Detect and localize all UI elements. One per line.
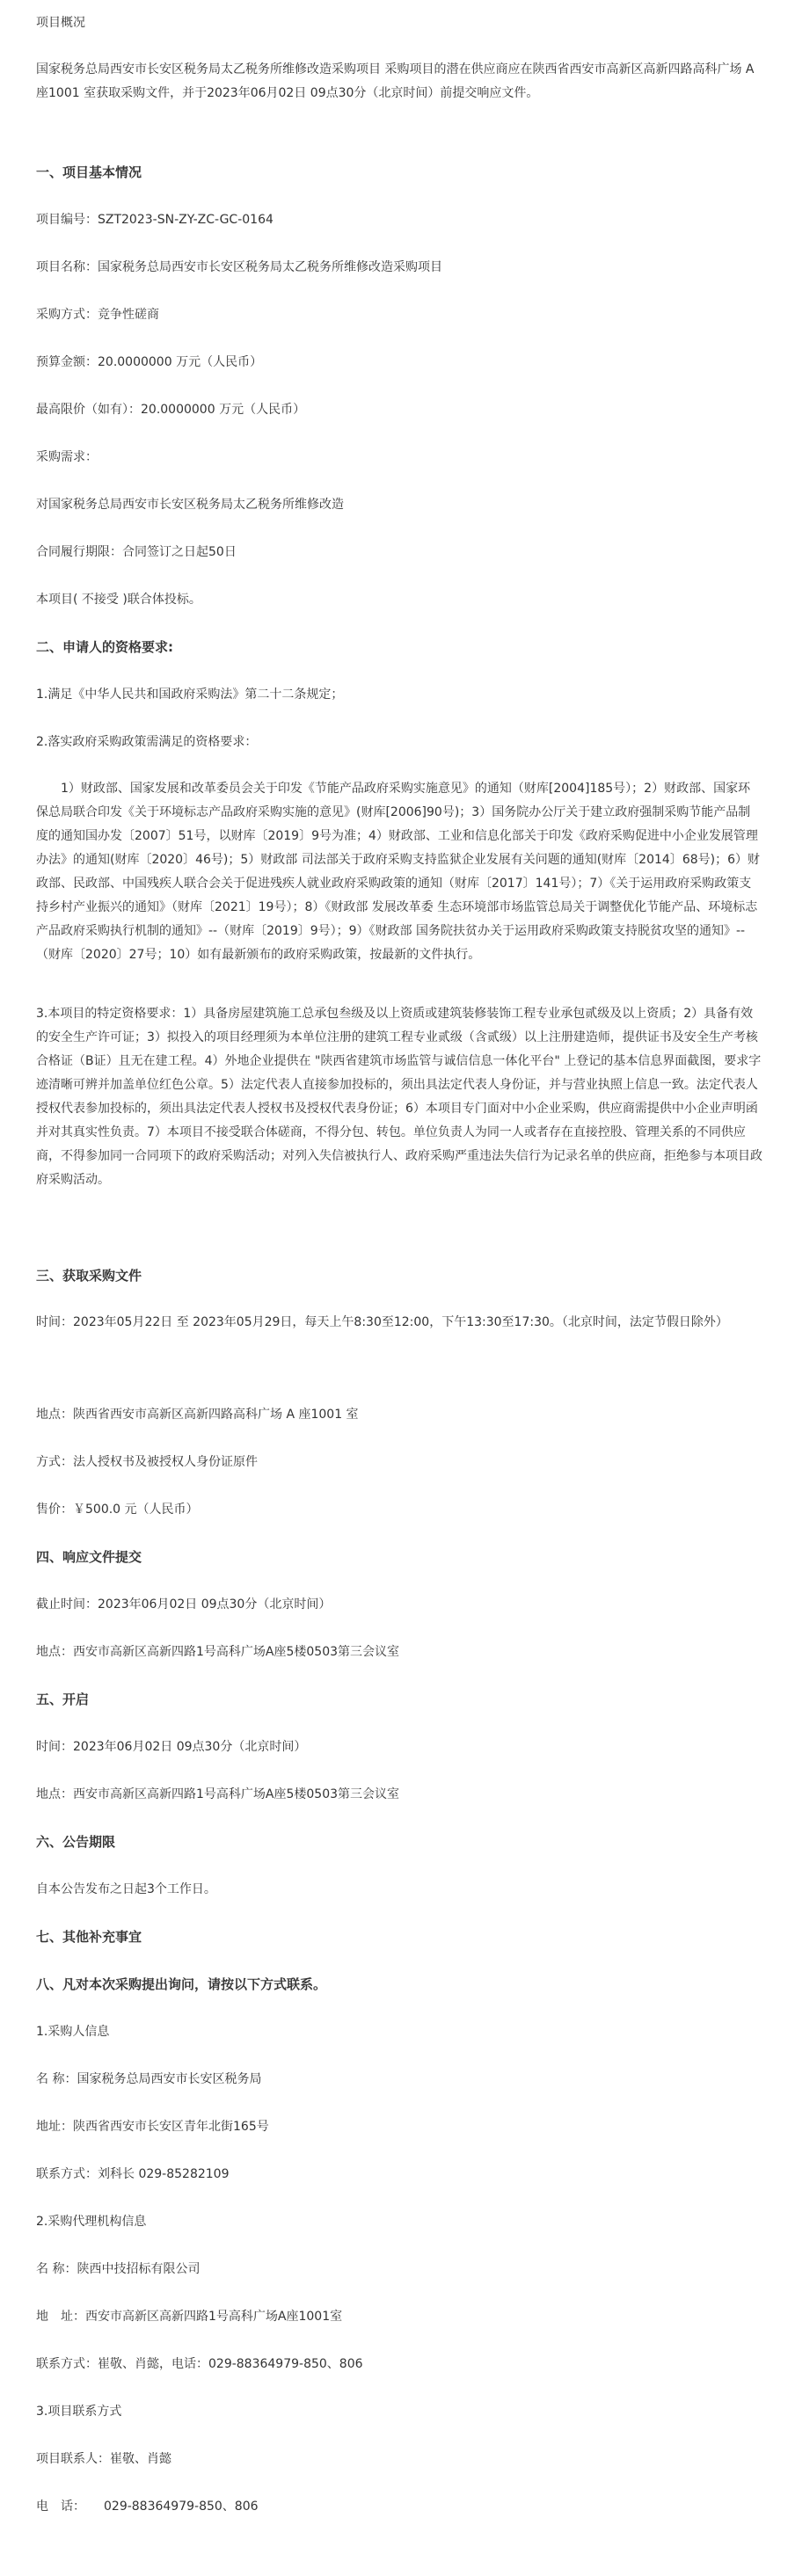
obtain-place: 地点：陕西省西安市高新区高新四路高科广场 A 座1001 室 [36,1408,359,1422]
budget-amount: 预算金额：20.0000000 万元（人民币） [36,355,263,369]
buyer-info-title: 1.采购人信息 [36,2025,110,2039]
submission-place: 地点：西安市高新区高新四路1号高科广场A座5楼0503第三会议室 [36,1645,400,1659]
section-7-heading: 七、其他补充事宜 [36,1929,142,1945]
obtain-time: 时间：2023年05月22日 至 2023年05月29日，每天上午8:30至12:00，下午13:30至17:30。（北京时间，法定节假日除外） [36,1315,728,1329]
requirement-1: 1.满足《中华人民共和国政府采购法》第二十二条规定； [36,688,344,702]
opening-time: 时间：2023年06月02日 09点30分（北京时间） [36,1740,307,1754]
announcement-period: 自本公告发布之日起3个工作日。 [36,1882,216,1896]
requirement-3: 3.本项目的特定资格要求：1）具备房屋建筑施工总承包叁级及以上资质或建筑装修装饰工程专业承包贰级及以上资质；2）具备有效的安全生产许可证；3）拟投入的项目经理须为本单位注册的建筑工程专业贰级（含贰级）以上注册建造师，提供证书及安全生产考核合格证（B证）且无在建工程。4）外地企业提供在 "陕西省建筑市场监管与诚信信息一体化平台" 上登记的基本信息界面截图，要求字迹清晰可辨并加盖单位红色公章。5）法定代表人直接参加投标的，须出具法定代表人身份证，并与营业执照上信息一致。法定代表人授权代表参加投标的，须出具法定代表人授权书及授权代表身份证；6）本项目专门面对中小企业采购，供应商需提供中小企业声明函并对其真实性负责。7）本项目不接受联合体磋商，不得分包、转包。单位负责人为同一人或者存在直接控股、管理关系的不同供应商，不得参加同一合同项下的政府采购活动；对列入失信被执行人、政府采购严重违法失信行为记录名单的供应商，拒绝参与本项目政府采购活动。 [36,1007,762,1187]
buyer-name: 名 称：国家税务总局西安市长安区税务局 [36,2072,262,2086]
requirement-2-detail: 1）财政部、国家发展和改革委员会关于印发《节能产品政府采购实施意见》的通知（财库[2004]185号）；2）财政部、国家环保总局联合印发《关于环境标志产品政府采购实施的意见》(财库[2006]90号)；3）国务院办公厅关于建立政府强制采购节能产品制度的通知国办发〔2007〕51号，以财库〔2019〕9号为准；4）财政部、工业和信息化部关于印发《政府采购促进中小企业发展管理办法》的通知(财库〔2020〕46号)；5）财政部 司法部关于政府采购支持监狱企业发展有关问题的通知(财库〔2014〕68号)；6）财政部、民政部、中国残疾人联合会关于促进残疾人就业政府采购政策的通知（财库〔2017〕141号）；7）《关于运用政府采购政策支持乡村产业振兴的通知》（财库〔2021〕19号）；8）《财政部 发展改革委 生态环境部市场监管总局关于调整优化节能产品、环境标志产品政府采购执行机制的通知》--（财库〔2019〕9号）；9）《财政部 国务院扶贫办关于运用政府采购政策支持脱贫攻坚的通知》--（财库〔2020〕27号；10）如有最新颁布的政府采购政策，按最新的文件执行。 [36,782,760,962]
agent-name: 名 称：陕西中技招标有限公司 [36,2262,201,2276]
max-price: 最高限价（如有）：20.0000000 万元（人民币） [36,403,306,417]
buyer-contact: 联系方式：刘科长 029-85282109 [36,2167,230,2181]
section-8-heading: 八、凡对本次采购提出询问，请按以下方式联系。 [36,1976,327,1992]
overview-text: 国家税务总局西安市长安区税务局太乙税务所维修改造采购项目 采购项目的潜在供应商应在陕西省西安市高新区高新四路高科广场 A 座1001 室获取采购文件，并于2023年06月02日 09点30分（北京时间）前提交响应文件。 [36,62,755,100]
joint-bid-note: 本项目( 不接受 )联合体投标。 [36,593,201,607]
procurement-method: 采购方式：竞争性磋商 [36,308,159,322]
demand-label: 采购需求： [36,450,98,464]
project-number: 项目编号：SZT2023-SN-ZY-ZC-GC-0164 [36,213,274,227]
section-6-heading: 六、公告期限 [36,1834,116,1850]
project-name: 项目名称：国家税务总局西安市长安区税务局太乙税务所维修改造采购项目 [36,260,442,274]
section-3-heading: 三、获取采购文件 [36,1268,142,1284]
project-contact-phone: 电 话： 029-88364979-850、806 [36,2500,259,2514]
section-4-heading: 四、响应文件提交 [36,1549,142,1565]
opening-place: 地点：西安市高新区高新四路1号高科广场A座5楼0503第三会议室 [36,1787,400,1801]
agent-contact: 联系方式：崔敬、肖懿，电话：029-88364979-850、806 [36,2357,363,2371]
project-contact-person: 项目联系人：崔敬、肖懿 [36,2452,171,2466]
demand-text: 对国家税务总局西安市长安区税务局太乙税务所维修改造 [36,498,344,512]
section-1-heading: 一、项目基本情况 [36,164,142,180]
section-2-heading: 二、申请人的资格要求: [36,639,173,655]
overview-title: 项目概况 [36,16,85,30]
contract-term: 合同履行期限：合同签订之日起50日 [36,545,237,559]
buyer-address: 地址：陕西省西安市长安区青年北街165号 [36,2120,269,2134]
project-contact-title: 3.项目联系方式 [36,2405,122,2419]
submission-deadline: 截止时间：2023年06月02日 09点30分（北京时间） [36,1597,332,1612]
section-5-heading: 五、开启 [36,1692,90,1707]
agent-info-title: 2.采购代理机构信息 [36,2215,147,2229]
agent-address: 地 址：西安市高新区高新四路1号高科广场A座1001室 [36,2310,343,2324]
document-price: 售价：￥500.0 元（人民币） [36,1503,199,1517]
requirement-2: 2.落实政府采购政策需满足的资格要求： [36,735,258,749]
obtain-method: 方式：法人授权书及被授权人身份证原件 [36,1455,258,1469]
